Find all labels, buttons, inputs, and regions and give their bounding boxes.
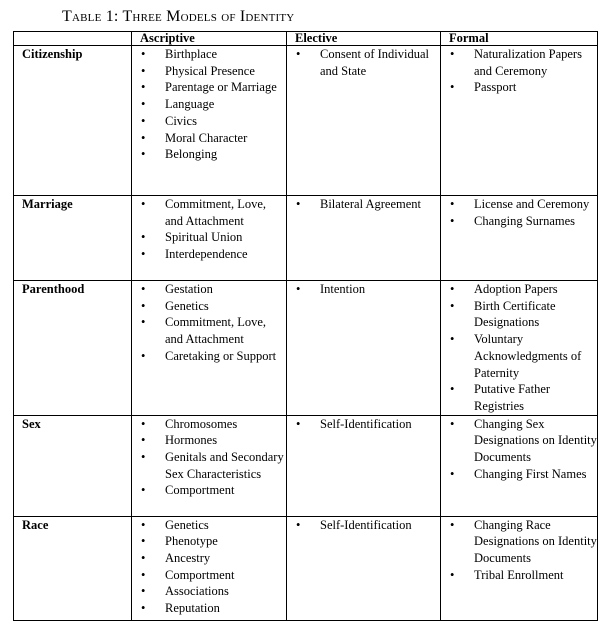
bullet-list <box>441 281 597 415</box>
list-item: • Comportment <box>132 567 286 584</box>
list-item: • Tribal Enrollment <box>441 567 597 584</box>
table-row-citizenship <box>14 46 598 196</box>
bullet-list <box>132 46 286 163</box>
table-row-race <box>14 516 598 620</box>
list-item: • Spiritual Union <box>132 229 286 246</box>
row-label: Marriage <box>14 196 132 281</box>
list-item: • Genetics <box>132 517 286 534</box>
bullet-list <box>441 416 597 483</box>
elective-cell <box>287 196 441 281</box>
row-label: Citizenship <box>14 46 132 196</box>
list-item: • Belonging <box>132 146 286 163</box>
ascriptive-cell <box>132 46 287 196</box>
bullet-list <box>132 196 286 263</box>
list-item: • Adoption Papers <box>441 281 597 298</box>
table-row-sex <box>14 415 598 516</box>
bullet-list <box>132 416 286 500</box>
bullet-list <box>441 196 597 229</box>
identity-models-table <box>13 31 598 621</box>
list-item: • Chromosomes <box>132 416 286 433</box>
elective-cell <box>287 46 441 196</box>
list-item: • Associations <box>132 583 286 600</box>
ascriptive-cell <box>132 281 287 416</box>
column-header-ascriptive: Ascriptive <box>132 32 287 46</box>
list-item: • Hormones <box>132 432 286 449</box>
list-item: • Interdependence <box>132 246 286 263</box>
list-item: • Birthplace <box>132 46 286 63</box>
list-item: • Ancestry <box>132 550 286 567</box>
bullet-list <box>287 196 440 213</box>
list-item: • License and Ceremony <box>441 196 597 213</box>
table-row-parenthood <box>14 281 598 416</box>
list-item: • Civics <box>132 113 286 130</box>
bullet-list <box>287 46 440 79</box>
list-item: • Parentage or Marriage <box>132 79 286 96</box>
formal-cell <box>441 415 598 516</box>
row-label: Race <box>14 516 132 620</box>
list-item: • Caretaking or Support <box>132 348 286 365</box>
list-item: • Physical Presence <box>132 63 286 80</box>
list-item: • Birth Certificate Designations <box>441 298 597 331</box>
list-item: • Commitment, Love, and Attachment <box>132 314 286 347</box>
list-item: • Self-Identification <box>287 517 440 534</box>
table-row-marriage <box>14 196 598 281</box>
row-label: Parenthood <box>14 281 132 416</box>
bullet-list <box>441 517 597 584</box>
list-item: • Naturalization Papers and Ceremony <box>441 46 597 79</box>
list-item: • Genetics <box>132 298 286 315</box>
list-item: • Commitment, Love, and Attachment <box>132 196 286 229</box>
bullet-list <box>132 281 286 365</box>
table-title: Table 1: Three Models of Identity <box>62 8 295 25</box>
elective-cell <box>287 516 441 620</box>
list-item: • Reputation <box>132 600 286 617</box>
list-item: • Comportment <box>132 482 286 499</box>
formal-cell <box>441 516 598 620</box>
list-item: • Intention <box>287 281 440 298</box>
elective-cell <box>287 281 441 416</box>
formal-cell <box>441 281 598 416</box>
list-item: • Genitals and Secondary Sex Characteristics <box>132 449 286 482</box>
column-header-formal: Formal <box>441 32 598 46</box>
list-item: • Gestation <box>132 281 286 298</box>
bullet-list <box>287 517 440 534</box>
list-item: • Bilateral Agreement <box>287 196 440 213</box>
bullet-list <box>132 517 286 617</box>
bullet-list <box>287 281 440 298</box>
formal-cell <box>441 46 598 196</box>
list-item: • Language <box>132 96 286 113</box>
list-item: • Consent of Individual and State <box>287 46 440 79</box>
list-item: • Putative Father Registries <box>441 381 597 414</box>
ascriptive-cell <box>132 516 287 620</box>
column-header-empty <box>14 32 132 46</box>
formal-cell <box>441 196 598 281</box>
list-item: • Changing First Names <box>441 466 597 483</box>
list-item: • Changing Sex Designations on Identity Documents <box>441 416 597 466</box>
list-item: • Changing Surnames <box>441 213 597 230</box>
list-item: • Phenotype <box>132 533 286 550</box>
ascriptive-cell <box>132 196 287 281</box>
bullet-list <box>287 416 440 433</box>
list-item: • Passport <box>441 79 597 96</box>
column-header-elective: Elective <box>287 32 441 46</box>
list-item: • Changing Race Designations on Identity Documents <box>441 517 597 567</box>
list-item: • Voluntary Acknowledgments of Paternity <box>441 331 597 381</box>
bullet-list <box>441 46 597 96</box>
list-item: • Self-Identification <box>287 416 440 433</box>
ascriptive-cell <box>132 415 287 516</box>
list-item: • Moral Character <box>132 130 286 147</box>
row-label: Sex <box>14 415 132 516</box>
header-row <box>14 32 598 46</box>
elective-cell <box>287 415 441 516</box>
